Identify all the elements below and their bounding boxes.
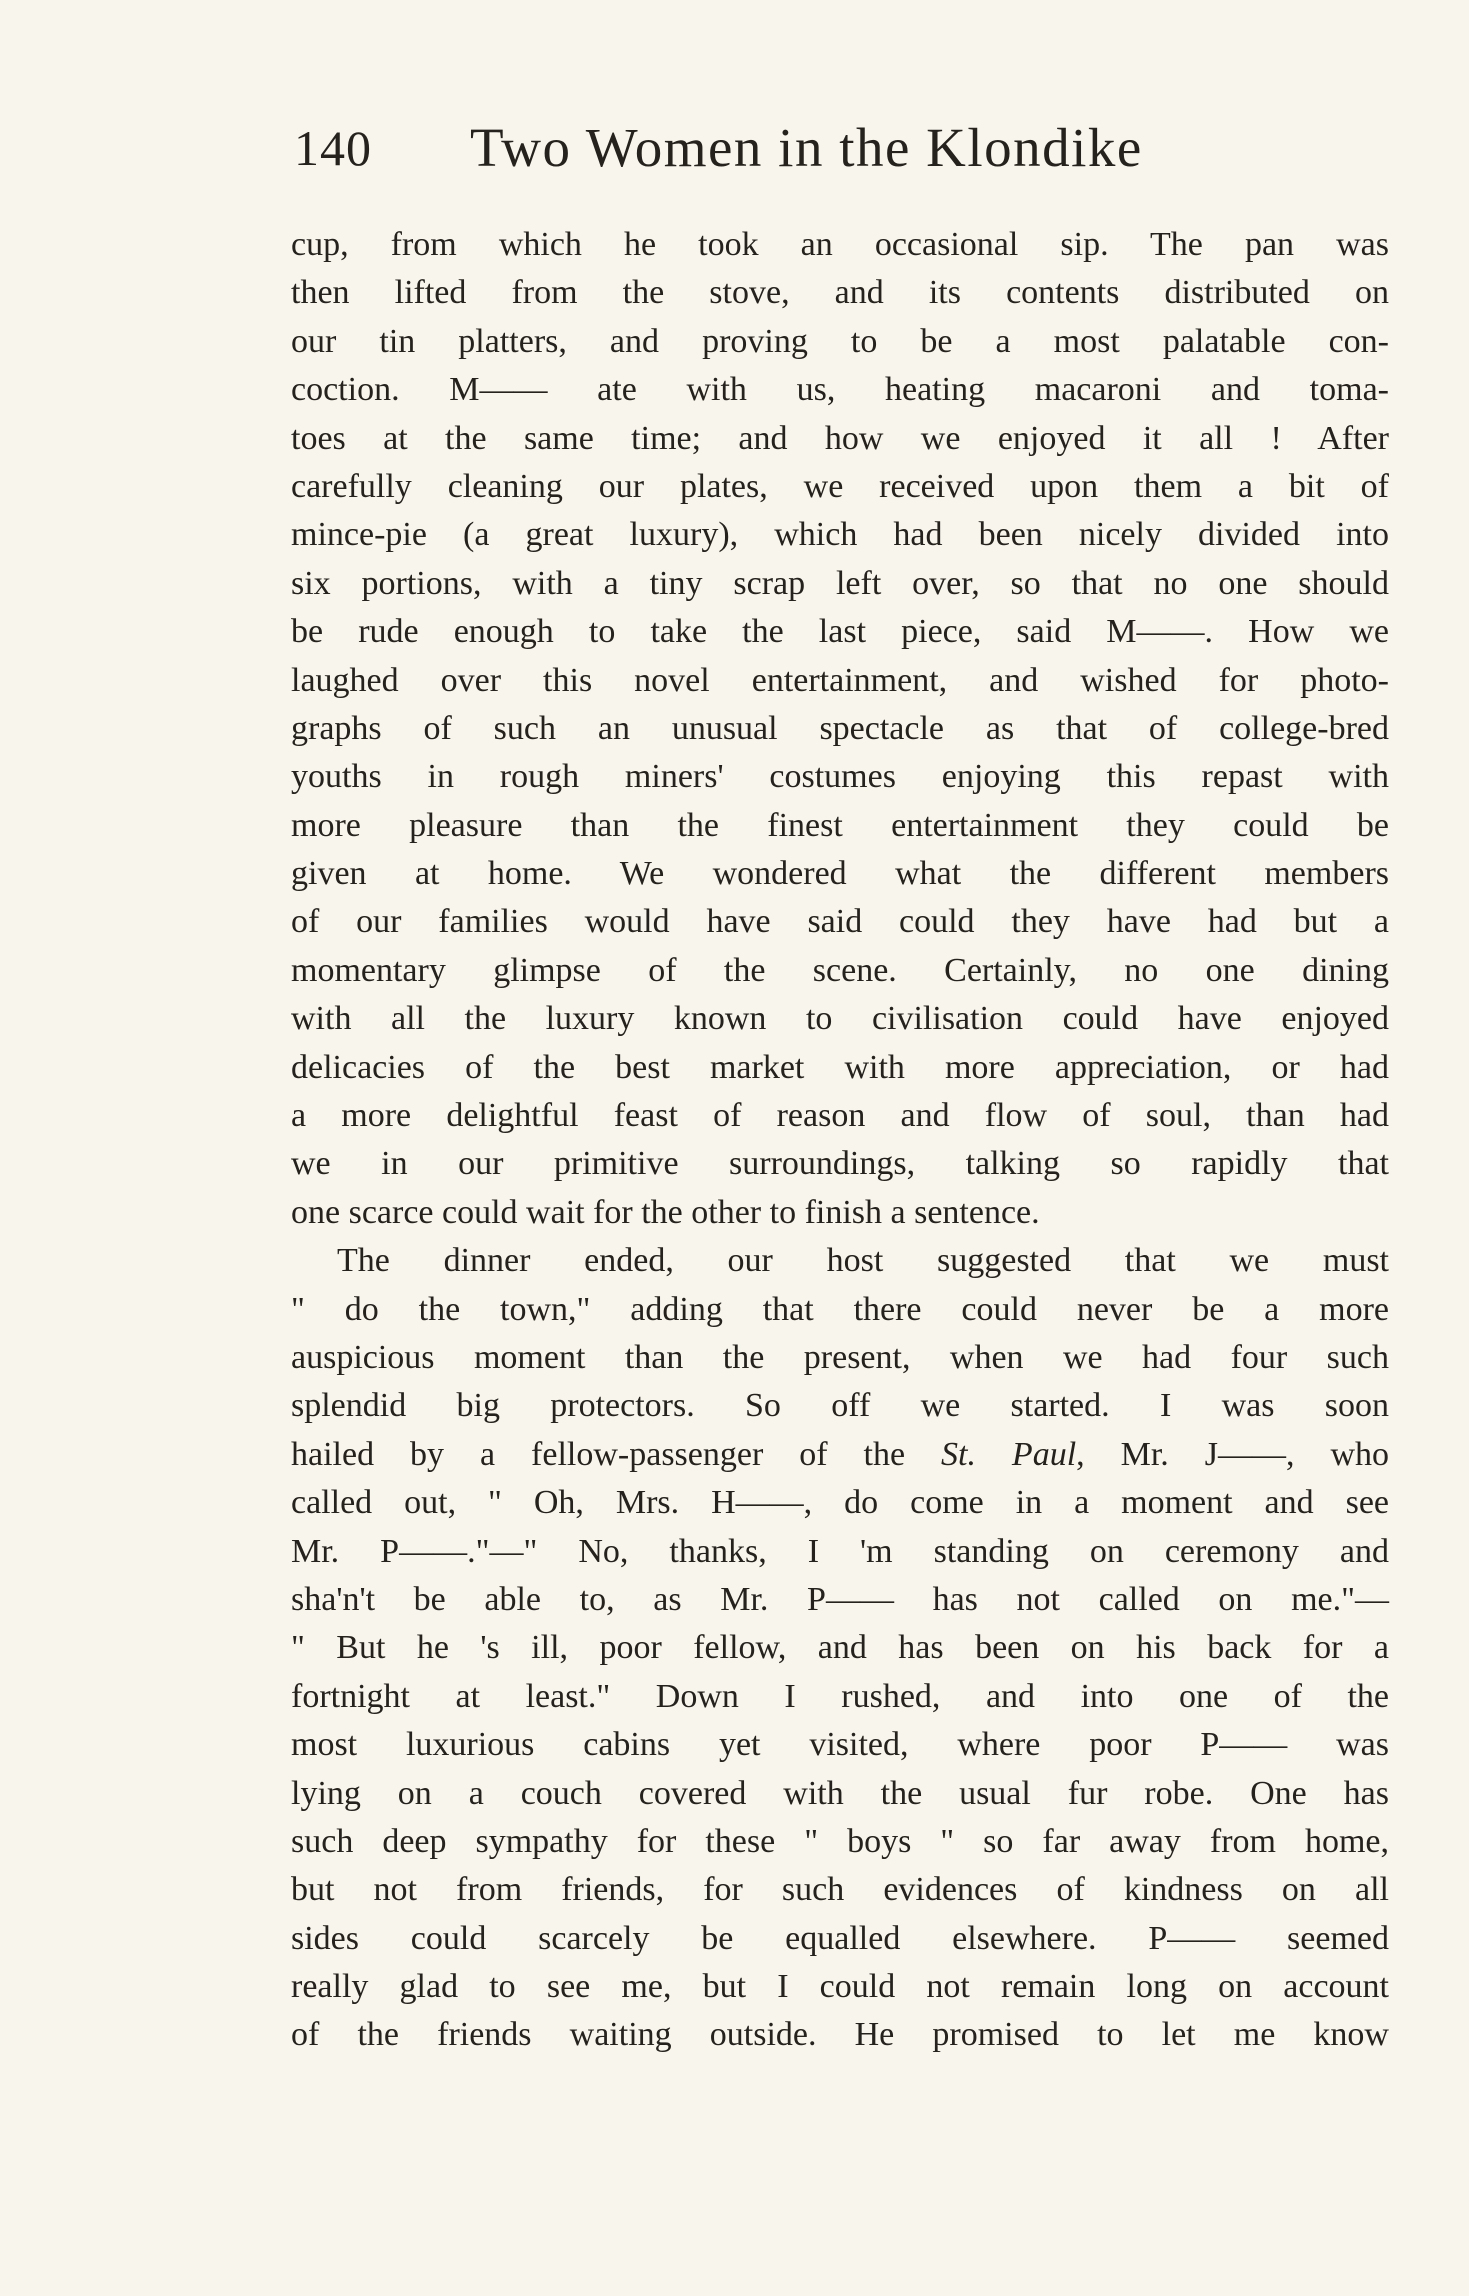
text-line: really glad to see me, but I could not remain long on account	[291, 1968, 1389, 2006]
text-line: called out, " Oh, Mrs. H——, do come in a moment and see	[291, 1484, 1389, 1522]
text-line: sha'n't be able to, as Mr. P—— has not called on me."—	[291, 1580, 1389, 1618]
text-line: auspicious moment than the present, when we had four such	[291, 1338, 1389, 1376]
text-line: coction. M—— ate with us, heating macaroni and toma-	[291, 371, 1389, 409]
text-line: we in our primitive surroundings, talking so rapidly that	[291, 1145, 1389, 1183]
running-head	[294, 108, 1254, 188]
text-line: The dinner ended, our host suggested that we must	[337, 1242, 1389, 1280]
text-line: fortnight at least." Down I rushed, and into one of the	[291, 1677, 1389, 1715]
text-line: a more delightful feast of reason and flow of soul, than had	[291, 1097, 1389, 1135]
text-line: such deep sympathy for these " boys " so far away from home,	[291, 1822, 1389, 1860]
text-line: delicacies of the best market with more appreciation, or had	[291, 1048, 1389, 1086]
text-line: graphs of such an unusual spectacle as that of college-bred	[291, 709, 1389, 747]
book-title: Two Women in the Klondike	[470, 117, 1143, 178]
text-line: given at home. We wondered what the different members	[291, 855, 1389, 893]
text-line: with all the luxury known to civilisation could have enjoyed	[291, 1000, 1389, 1038]
text-line: six portions, with a tiny scrap left over, so that no one should	[291, 564, 1389, 602]
ship-name: St. Paul	[941, 1435, 1077, 1473]
text-line: of our families would have said could they have had but a	[291, 903, 1389, 941]
text-line: youths in rough miners' costumes enjoying this repast with	[291, 758, 1389, 796]
text-line: but not from friends, for such evidences of kindness on all	[291, 1871, 1389, 1909]
text-line: of the friends waiting outside. He promised to let me know	[291, 2016, 1389, 2054]
text-line: our tin platters, and proving to be a most palatable con-	[291, 322, 1389, 360]
page-number: 140	[294, 120, 372, 176]
text-line: more pleasure than the finest entertainment they could be	[291, 806, 1389, 844]
text-line: lying on a couch covered with the usual fur robe. One has	[291, 1774, 1389, 1812]
text-line: hailed by a fellow-passenger of the St. Paul, Mr. J——, who	[291, 1435, 1389, 1473]
text-line: cup, from which he took an occasional sip. The pan was	[291, 226, 1389, 263]
body-text	[291, 221, 1389, 2060]
text-line: Mr. P——."—" No, thanks, I 'm standing on ceremony and	[291, 1532, 1389, 1570]
text-line: " But he 's ill, poor fellow, and has been on his back for a	[291, 1629, 1389, 1667]
text-line: one scarce could wait for the other to finish a sentence.	[291, 1193, 1040, 1231]
text-line: mince-pie (a great luxury), which had been nicely divided into	[291, 516, 1389, 554]
text-line: laughed over this novel entertainment, and wished for photo-	[291, 661, 1389, 699]
text-line: " do the town," adding that there could never be a more	[291, 1290, 1389, 1328]
text-line: toes at the same time; and how we enjoyed it all ! After	[291, 419, 1389, 457]
text-line: carefully cleaning our plates, we received upon them a bit of	[291, 467, 1389, 505]
text-line: momentary glimpse of the scene. Certainly, no one dining	[291, 951, 1389, 989]
text-line: then lifted from the stove, and its contents distributed on	[291, 274, 1389, 312]
text-line: splendid big protectors. So off we started. I was soon	[291, 1387, 1389, 1425]
text-line: sides could scarcely be equalled elsewhere. P—— seemed	[291, 1919, 1389, 1957]
text-line: most luxurious cabins yet visited, where poor P—— was	[291, 1726, 1389, 1764]
text-line: be rude enough to take the last piece, said M——. How we	[291, 613, 1389, 651]
